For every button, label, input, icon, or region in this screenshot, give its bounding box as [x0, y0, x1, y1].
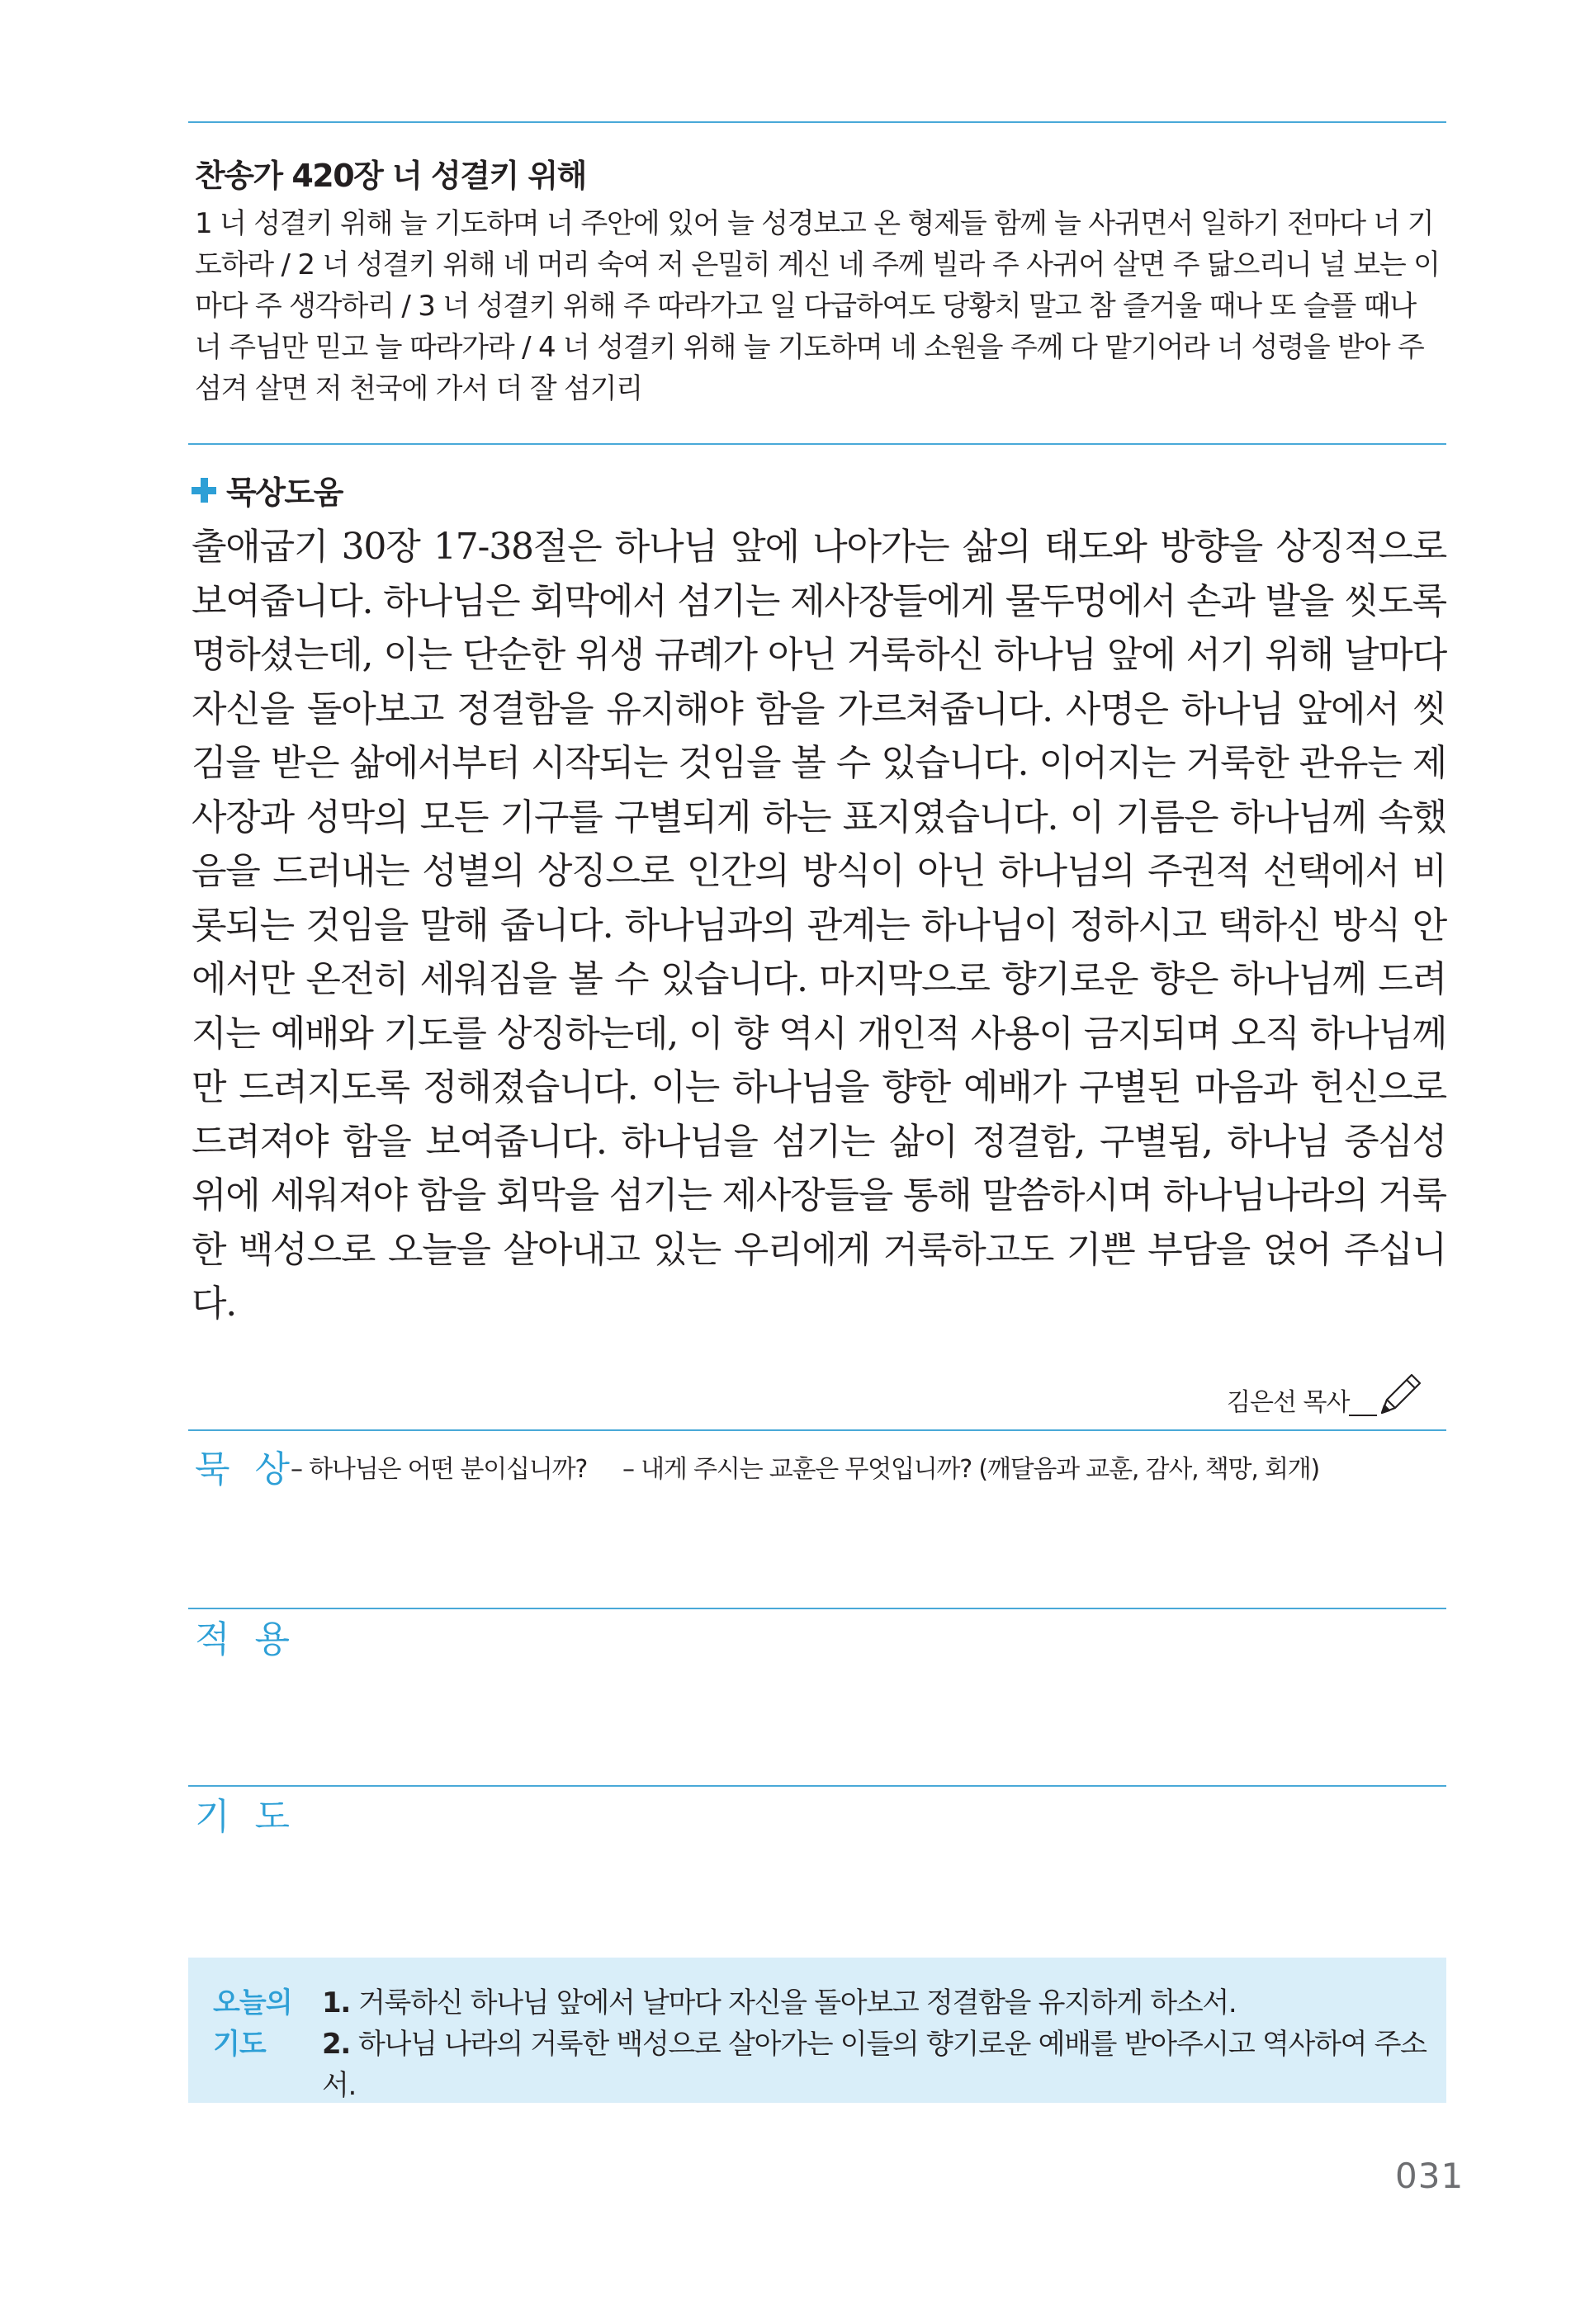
meditation-question-2: – 내게 주시는 교훈은 무엇입니까? (깨달음과 교훈, 감사, 책망, 회개)	[622, 1455, 1320, 1484]
top-divider	[188, 121, 1446, 123]
application-label: 적 용	[195, 1618, 296, 1660]
hymn-lyrics: 1 너 성결키 위해 늘 기도하며 너 주안에 있어 늘 성경보고 온 형제들 함께 늘 사귀면서 일하기 전마다 너 기도하라 / 2 너 성결키 위해 네 머리 숙여 저 은밀히 계신 네 주께 빌라 주 사귀어 살면 주 닮으리니 널 보는 이 마다 주 생각하리 / 3 너 성결키 위해 주 따라가고 일 다급하여도 당황치 말고 참 즐거울 때나 또 슬플 때나 너 주님만 믿고 늘 따라가라 / 4 너 성결키 위해 늘 기도하며 네 소원을 주께 다 맡기어라 너 성령을 받아 주 섬겨 살면 저 천국에 가서 더 잘 섬기리	[195, 207, 1440, 405]
author-name: 김은선 목사	[1227, 1388, 1350, 1417]
hymn-divider	[188, 443, 1446, 445]
application-divider	[188, 1608, 1446, 1609]
meditation-help-heading	[192, 467, 343, 513]
todays-prayer-label: 오늘의 기도	[213, 1986, 292, 2061]
prayer-divider	[188, 1785, 1446, 1787]
hymn-title: 찬송가 420장 너 성결키 위해	[195, 158, 586, 194]
todays-prayer-box	[188, 1958, 1446, 2103]
todays-prayer-list	[322, 1982, 1436, 2106]
pencil-icon	[1374, 1368, 1426, 1421]
prayer-item-number: 2.	[322, 2028, 350, 2061]
prayer-item-text: 거룩하신 하나님 앞에서 날마다 자신을 돌아보고 정결함을 유지하게 하소서.	[357, 1986, 1237, 2019]
signature-line	[1349, 1415, 1377, 1416]
meditation-label: 묵 상	[195, 1448, 296, 1490]
prayer-item-number: 1.	[322, 1986, 350, 2019]
author-signature	[1227, 1368, 1426, 1421]
prayer-item-text: 하나님 나라의 거룩한 백성으로 살아가는 이들의 향기로운 예배를 받아주시고 역사하여 주소서.	[322, 2028, 1426, 2102]
meditation-help-title: 묵상도움	[226, 475, 343, 511]
plus-icon	[192, 478, 216, 503]
prayer-label: 기 도	[195, 1796, 296, 1838]
meditation-question-1: – 하나님은 어떤 분이십니까?	[291, 1455, 588, 1484]
meditation-divider	[188, 1429, 1446, 1431]
prayer-item	[322, 2024, 1436, 2106]
meditation-help-body: 출애굽기 30장 17-38절은 하나님 앞에 나아가는 삶의 태도와 방향을 상징적으로 보여줍니다. 하나님은 회막에서 섬기는 제사장들에게 물두멍에서 손과 발을 씻도록 명하셨는데, 이는 단순한 위생 규례가 아닌 거룩하신 하나님 앞에 서기 위해 날마다 자신을 돌아보고 정결함을 유지해야 함을 가르쳐줍니다. 사명은 하나님 앞에서 씻김을 받은 삶에서부터 시작되는 것임을 볼 수 있습니다. 이어지는 거룩한 관유는 제사장과 성막의 모든 기구를 구별되게 하는 표지였습니다. 이 기름은 하나님께 속했음을 드러내는 성별의 상징으로 인간의 방식이 아닌 하나님의 주권적 선택에서 비롯되는 것임을 말해 줍니다. 하나님과의 관계는 하나님이 정하시고 택하신 방식 안에서만 온전히 세워짐을 볼 수 있습니다. 마지막으로 향기로운 향은 하나님께 드려지는 예배와 기도를 상징하는데, 이 향 역시 개인적 사용이 금지되며 오직 하나님께만 드려지도록 정해졌습니다. 이는 하나님을 향한 예배가 구별된 마음과 헌신으로 드려져야 함을 보여줍니다. 하나님을 섬기는 삶이 정결함, 구별됨, 하나님 중심성 위에 세워져야 함을 회막을 섬기는 제사장들을 통해 말씀하시며 하나님나라의 거룩한 백성으로 오늘을 살아내고 있는 우리에게 거룩하고도 기쁜 부담을 얹어 주십니다.	[192, 526, 1446, 1325]
prayer-item	[322, 1982, 1436, 2024]
page-number: 031	[1395, 2156, 1464, 2196]
